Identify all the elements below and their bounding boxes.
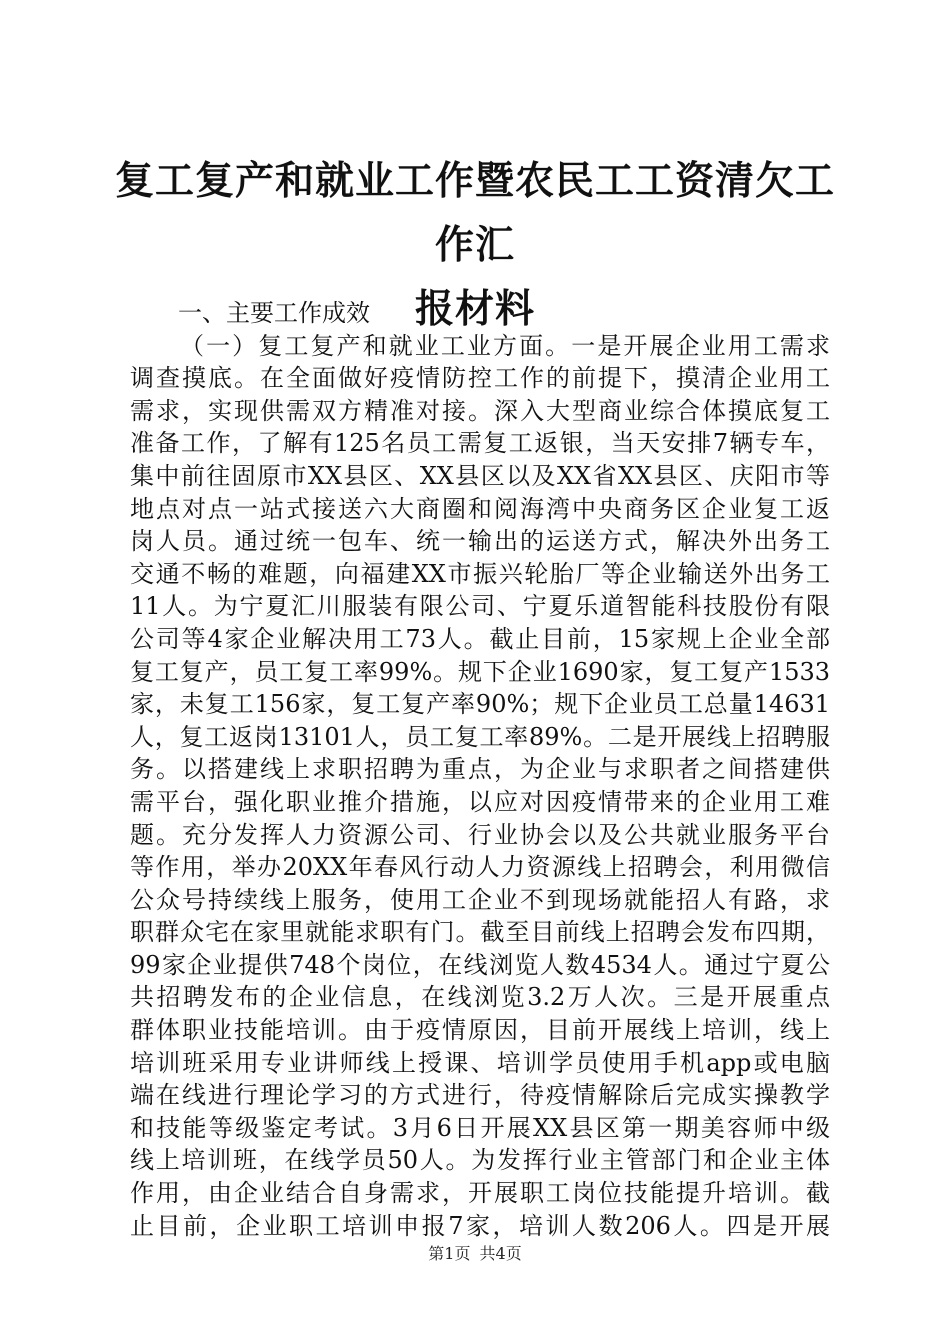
- section-heading: 一、主要工作成效: [178, 299, 370, 327]
- paragraph-line: 需求，实现供需双方精准对接。深入大型商业综合体摸底复工: [130, 396, 830, 425]
- title-line-2: 报材料: [414, 287, 535, 332]
- paragraph-line: 复工复产，员工复工率99%。规下企业1690家，复工复产1533: [130, 657, 830, 686]
- paragraph-line: 线上培训班，在线学员50人。为发挥行业主管部门和企业主体: [130, 1146, 830, 1175]
- paragraph-line: 端在线进行理论学习的方式进行，待疫情解除后完成实操教学: [130, 1081, 830, 1110]
- paragraph-line: 岗人员。通过统一包车、统一输出的运送方式，解决外出务工: [130, 527, 830, 556]
- paragraph-line: 题。充分发挥人力资源公司、行业协会以及公共就业服务平台: [130, 820, 830, 849]
- paragraph-line: （一）复工复产和就业工业方面。一是开展企业用工需求: [180, 331, 830, 360]
- title-line-1: 复工复产和就业工作暨农民工工资清欠工作汇: [114, 159, 835, 268]
- paragraph-line: 职群众宅在家里就能求职有门。截至目前线上招聘会发布四期，: [130, 918, 830, 947]
- paragraph-line: 等作用，举办20XX年春风行动人力资源线上招聘会，利用微信: [130, 853, 830, 882]
- paragraph-line: 地点对点一站式接送六大商圈和阅海湾中央商务区企业复工返: [130, 494, 830, 523]
- paragraph-line: 99家企业提供748个岗位，在线浏览人数4534人。通过宁夏公: [130, 950, 830, 979]
- page-number: 第1页: [428, 1244, 471, 1263]
- paragraph-line: 务。以搭建线上求职招聘为重点，为企业与求职者之间搭建供: [130, 755, 830, 784]
- paragraph-line: 准备工作，了解有125名员工需复工返银，当天安排7辆专车，: [130, 429, 830, 458]
- paragraph-line: 公众号持续线上服务，使用工企业不到现场就能招人有路，求: [130, 885, 830, 914]
- paragraph-line: 交通不畅的难题，向福建XX市振兴轮胎厂等企业输送外出务工: [130, 559, 830, 588]
- paragraph-line: 培训班采用专业讲师线上授课、培训学员使用手机app或电脑: [130, 1048, 830, 1077]
- paragraph-line: 集中前往固原市XX县区、XX县区以及XX省XX县区、庆阳市等: [130, 461, 830, 490]
- paragraph-line: 调查摸底。在全面做好疫情防控工作的前提下，摸清企业用工: [130, 364, 830, 393]
- paragraph-line: 和技能等级鉴定考试。3月6日开展XX县区第一期美容师中级: [130, 1113, 830, 1142]
- paragraph-line: 共招聘发布的企业信息，在线浏览3.2万人次。三是开展重点: [130, 983, 830, 1012]
- paragraph-line: 群体职业技能培训。由于疫情原因，目前开展线上培训，线上: [130, 1016, 830, 1045]
- page-footer: [0, 1244, 950, 1264]
- paragraph-line: 止目前，企业职工培训申报7家，培训人数206人。四是开展: [130, 1211, 830, 1240]
- paragraph-line: 人，复工返岗13101人，员工复工率89%。二是开展线上招聘服: [130, 722, 830, 751]
- paragraph-line: 作用，由企业结合自身需求，开展职工岗位技能提升培训。截: [130, 1179, 830, 1208]
- page-total: 共4页: [479, 1244, 522, 1263]
- paragraph-line: 11人。为宁夏汇川服装有限公司、宁夏乐道智能科技股份有限: [130, 592, 830, 621]
- document-body: [130, 297, 830, 1242]
- paragraph-line: 家，未复工156家，复工复产率90%；规下企业员工总量14631: [130, 690, 830, 719]
- paragraph-line: 需平台，强化职业推介措施，以应对因疫情带来的企业用工难: [130, 787, 830, 816]
- paragraph-line: 公司等4家企业解决用工73人。截止目前，15家规上企业全部: [130, 624, 830, 653]
